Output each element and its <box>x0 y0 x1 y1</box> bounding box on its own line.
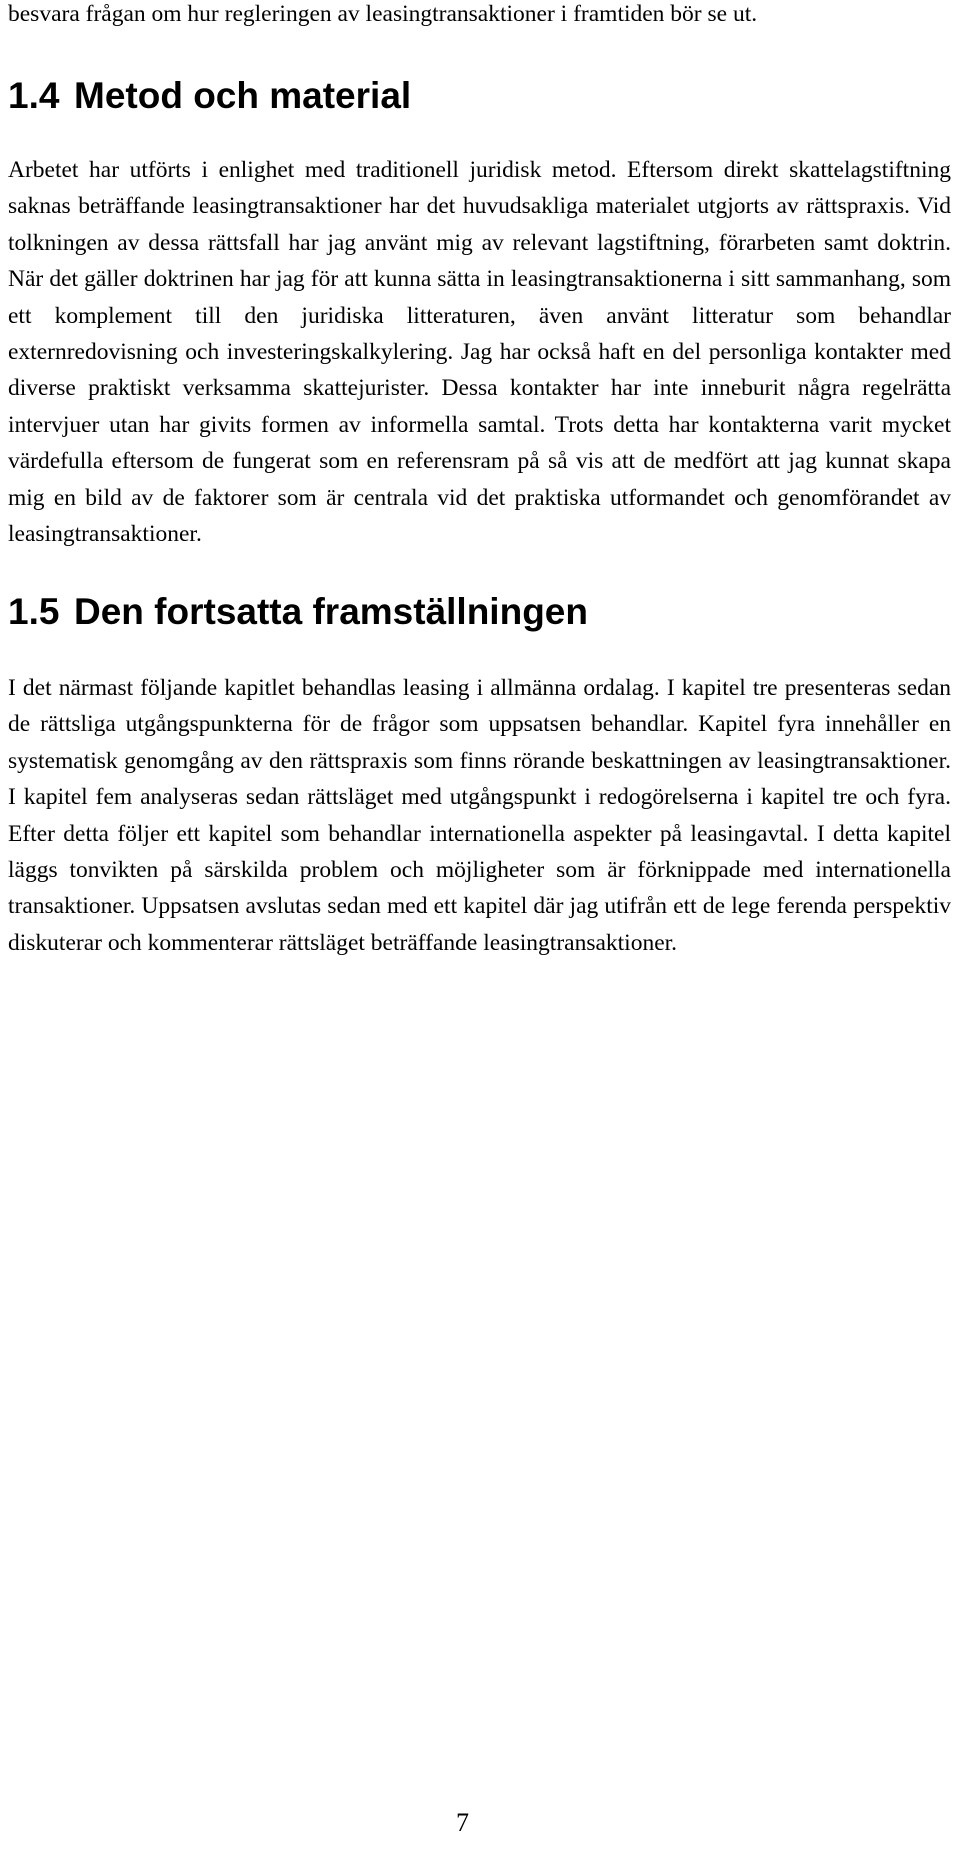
page-number: 7 <box>456 1808 469 1837</box>
method-paragraph: Arbetet har utförts i enlighet med traditionell juridisk metod. Eftersom direkt skattelagstiftning saknas beträffande leasingtransaktioner har det huvudsakliga materialet utgjorts av rättspraxis. Vid tolkningen av dessa rättsfall har jag använt mig av relevant lagstiftning, förarbeten samt doktrin. När det gäller doktrinen har jag för att kunna sätta in leasingtransaktionerna i sitt sammanhang, som ett komplement till den juridiska litteraturen, även använt litteratur som behandlar externredovisning och investeringskalkylering. Jag har också haft en del personliga kontakter med diverse praktiskt verksamma skattejurister. Dessa kontakter har inte inneburit några regelrätta intervjuer utan har givits formen av informella samtal. Trots detta har kontakterna varit mycket värdefulla eftersom de fungerat som en referensram på så vis att de medfört att jag kunnat skapa mig en bild av de faktorer som är centrala vid det praktiska utformandet och genomförandet av leasingtransaktioner. <box>8 157 951 548</box>
section-heading-1-4 <box>8 74 411 118</box>
section-number-1-4: 1.4 <box>8 75 60 116</box>
section-number-1-5: 1.5 <box>8 591 60 632</box>
section-title-1-4: Metod och material <box>74 75 412 116</box>
section-heading-1-5 <box>8 590 588 634</box>
outline-paragraph: I det närmast följande kapitlet behandlas leasing i allmänna ordalag. I kapitel tre presenteras sedan de rättsliga utgångspunkterna för de frågor som uppsatsen behandlar. Kapitel fyra innehåller en systematisk genomgång av den rättspraxis som finns rörande beskattningen av leasingtransaktioner. I kapitel fem analyseras sedan rättsläget med utgångspunkt i redogörelserna i kapitel tre och fyra. Efter detta följer ett kapitel som behandlar internationella aspekter på leasingavtal. I detta kapitel läggs tonvikten på särskilda problem och möjligheter som är förknippade med internationella transaktioner. Uppsatsen avslutas sedan med ett kapitel där jag utifrån ett de lege ferenda perspektiv diskuterar och kommenterar rättsläget beträffande leasingtransaktioner. <box>8 675 951 956</box>
section-title-1-5: Den fortsatta framställningen <box>74 591 588 632</box>
intro-paragraph: besvara frågan om hur regleringen av leasingtransaktioner i framtiden bör se ut. <box>8 1 758 27</box>
